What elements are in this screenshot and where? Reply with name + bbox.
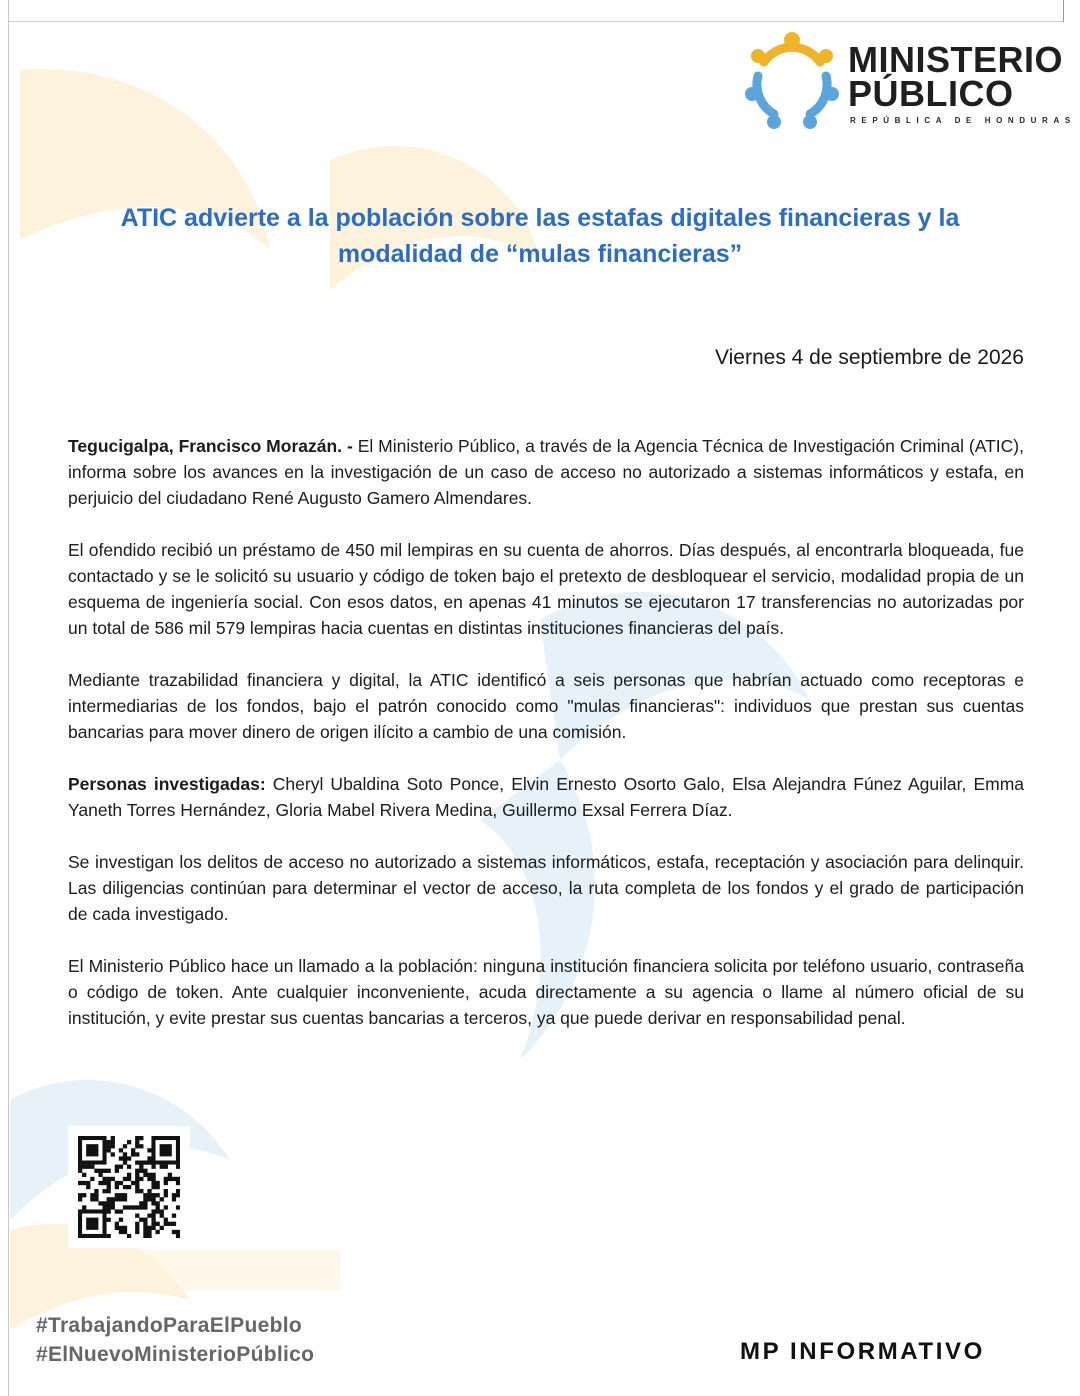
persons-label: Personas investigadas:	[68, 774, 266, 794]
qr-code[interactable]	[68, 1126, 190, 1248]
ministerio-publico-logo-icon	[744, 32, 840, 130]
paragraph-warning: El Ministerio Público hace un llamado a la población: ninguna institución financiera solicita por teléfono usuario, contraseña o código de token. Ante cualquier inconveniente, acuda directamente a su agencia o llame al número oficial de su institución, y evite prestar sus cuentas bancarias a terceros, ya que puede derivar en responsabilidad penal.	[68, 956, 1024, 1028]
paragraph-persons	[68, 771, 1024, 823]
ministerio-publico-logo	[744, 30, 1076, 135]
article-headline: ATIC advierte a la población sobre las estafas digitales financieras y la modalidad de “mulas financieras”	[120, 204, 960, 268]
hashtag-trabajando: #TrabajandoParaElPueblo	[36, 1314, 302, 1337]
article-date: Viernes 4 de septiembre de 2026	[715, 346, 1024, 369]
hashtag-nuevo-ministerio: #ElNuevoMinisterioPúblico	[36, 1343, 315, 1366]
dateline: Tegucigalpa, Francisco Morazán. -	[68, 436, 353, 456]
paragraph-investigation: Mediante trazabilidad financiera y digital, la ATIC identificó a seis personas que habrían actuado como receptoras e intermediarias de los fondos, bajo el patrón conocido como "mulas financieras": individuos que prestan sus cuentas bancarias para mover dinero de origen ilícito a cambio de una comisión.	[68, 670, 1024, 742]
paragraph-facts: El ofendido recibió un préstamo de 450 mil lempiras en su cuenta de ahorros. Días después, al encontrarla bloqueada, fue contactado y se le solicitó su usuario y código de token bajo el pretexto de desbloquear el servicio, modalidad propia de un esquema de ingeniería social. Con esos datos, en apenas 41 minutos se ejecutaron 17 transferencias no autorizadas por un total de 586 mil 579 lempiras hacia cuentas en distintas instituciones financieras del país.	[68, 540, 1024, 638]
logo-title-line1: MINISTERIO	[848, 39, 1064, 80]
footer-brand: MP INFORMATIVO	[740, 1338, 985, 1365]
article-body	[68, 433, 1024, 1057]
paragraph-crimes: Se investigan los delitos de acceso no autorizado a sistemas informáticos, estafa, receptación y asociación para delinquir. Las diligencias continúan para determinar el vector de acceso, la ruta completa de los fondos y el grado de participación de cada investigado.	[68, 852, 1024, 924]
paragraph-intro	[68, 433, 1024, 511]
qr-code-icon	[78, 1136, 180, 1238]
persons-list: Cheryl Ubaldina Soto Ponce, Elvin Ernesto Osorto Galo, Elsa Alejandra Fúnez Aguilar, Emma Yaneth Torres Hernández, Gloria Mabel Rivera Medina, Guillermo Exsal Ferrera Díaz.	[68, 774, 1025, 820]
logo-subtitle: REPÚBLICA DE HONDURAS	[850, 116, 1076, 125]
paragraph-intro-text: El Ministerio Público, a través de la Agencia Técnica de Investigación Criminal (ATIC), informa sobre los avances en la investigación de un caso de acceso no autorizado a sistemas informáticos y estafa, en perjuicio del ciudadano René Augusto Gamero Almendares.	[68, 436, 1024, 508]
logo-title-line2: PÚBLICO	[848, 73, 1014, 114]
